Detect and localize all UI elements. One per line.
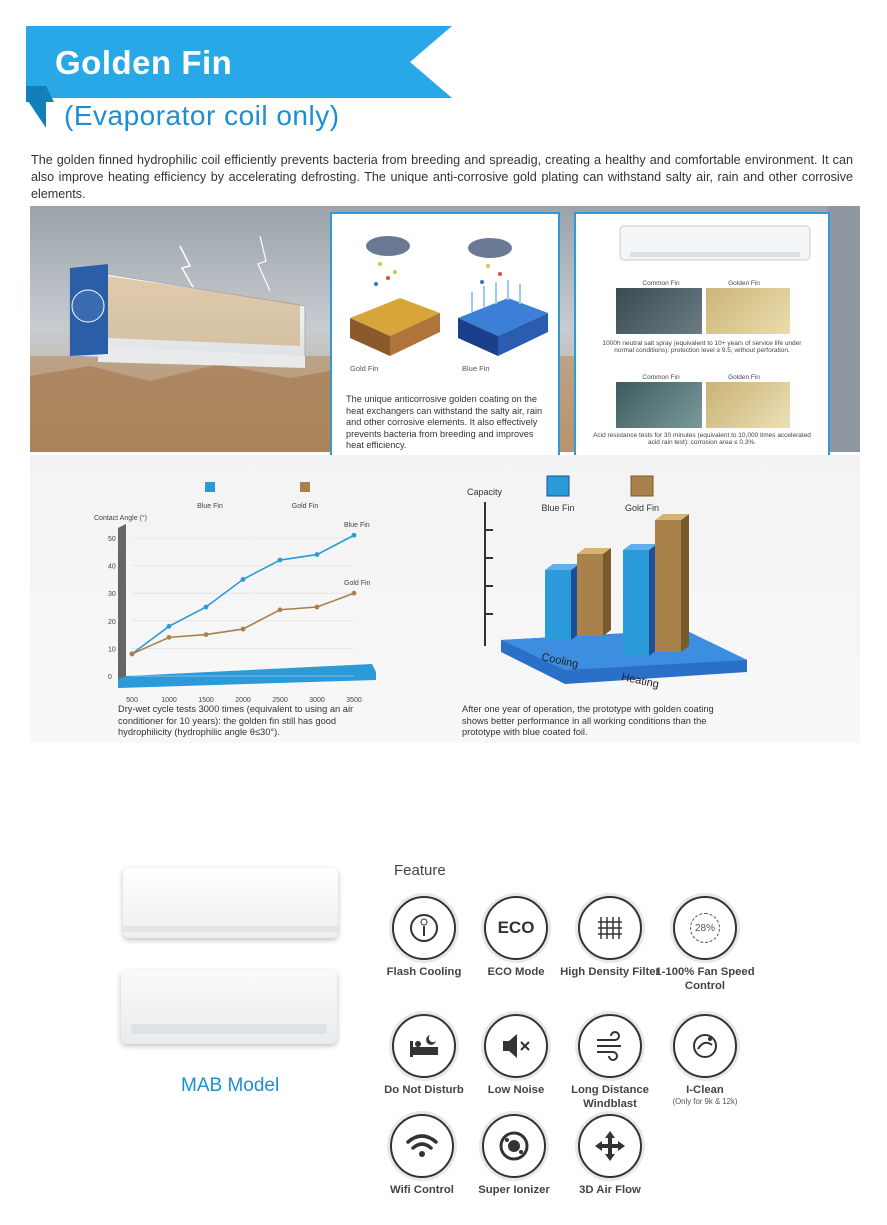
feature-windblast: Long Distance Windblast xyxy=(555,1014,665,1111)
salt-spray-caption: 1000h neutral salt spray (equivalent to 10+ years of service life under normal conditions): protection level ≥ 9.5, without perforation. xyxy=(602,340,802,354)
legend-swatch-0 xyxy=(205,482,215,492)
bar-heating-1 xyxy=(655,520,681,652)
feature-i-clean: I-Clean (Only for 9k & 12k) xyxy=(650,1014,760,1106)
line-chart-note: Dry-wet cycle tests 3000 times (equivalent to using an air conditioner for 10 years): the golden fin still has good hydrophilicity (hydrophilic angle θ≤30°). xyxy=(118,704,354,738)
common-fin-acid-sample xyxy=(616,382,702,428)
eco-icon: ECO xyxy=(497,918,535,937)
y-tick-label: 10 xyxy=(108,646,116,654)
feature-eco-mode: ECO ECO Mode xyxy=(461,896,571,979)
corrosion-test-box xyxy=(574,212,830,459)
feature-super-ionizer: Super Ionizer xyxy=(459,1114,569,1197)
x-tick-label: 3000 xyxy=(309,697,325,704)
contact-angle-chart xyxy=(80,470,410,704)
fan-speed-icon: 28% xyxy=(690,913,720,943)
model-label: MAB Model xyxy=(181,1075,280,1096)
golden-fin-acid-sample xyxy=(706,382,790,428)
feature-flash-cooling: Flash Cooling xyxy=(369,896,479,979)
filter-icon xyxy=(593,911,627,945)
bar-cooling-0 xyxy=(545,570,571,640)
feature-high-density-filter: High Density Filter xyxy=(555,896,665,979)
y-tick-label: 20 xyxy=(108,618,116,626)
mab-unit-angled xyxy=(121,970,337,1044)
common-fin-label-1: Common Fin xyxy=(642,280,680,287)
legend-swatch-1 xyxy=(631,476,653,496)
mab-unit-front xyxy=(123,868,338,938)
wifi-icon xyxy=(404,1131,440,1161)
page-title: Golden Fin xyxy=(55,44,233,81)
ac-unit-image xyxy=(620,222,820,270)
data-point xyxy=(241,627,246,632)
acid-test-caption: Acid resistance tests for 30 minutes (equivalent to 10,000 times accelerated acid rain test): corrosion area ≤ 0.3%. xyxy=(593,432,811,446)
legend-swatch-1 xyxy=(300,482,310,492)
capacity-bar-chart xyxy=(455,470,765,702)
bar-cooling-1 xyxy=(577,554,603,636)
y-tick-label: 0 xyxy=(108,674,112,681)
mute-icon xyxy=(499,1031,533,1061)
data-point xyxy=(241,577,246,582)
coating-info-box xyxy=(330,212,560,457)
data-point xyxy=(167,635,172,640)
gold-fin-label: Gold Fin xyxy=(350,364,379,373)
y-axis-label: Contact Angle (°) xyxy=(94,515,147,522)
golden-fin-label-1: Golden Fin xyxy=(728,280,760,287)
feature-fan-speed: 28% 1-100% Fan Speed Control xyxy=(650,896,760,993)
intro-paragraph: The golden finned hydrophilic coil efficiently prevents bacteria from breeding and spreadig, creating a healthy and comfortable environment. It can also improve heating efficiency by accelerating defrosting. The unique anti-corrosive gold plating can withstand salty air, rain and other corrosive elements. xyxy=(31,153,853,201)
data-point xyxy=(204,605,209,610)
legend-label-1: Gold Fin xyxy=(624,503,660,513)
legend-label-0: Blue Fin xyxy=(197,503,223,510)
legend-label-0: Blue Fin xyxy=(541,503,575,513)
series-line-1 xyxy=(132,593,354,654)
y-tick-label: 30 xyxy=(108,591,116,599)
category-label-heating: Heating xyxy=(620,671,660,691)
data-point xyxy=(315,605,320,610)
x-tick-label: 1500 xyxy=(198,697,214,704)
ionizer-icon xyxy=(496,1128,532,1164)
bar-side xyxy=(681,514,689,652)
chart-wall xyxy=(118,524,126,680)
y-axis-label: Capacity xyxy=(467,487,503,497)
bar-side xyxy=(603,548,611,636)
x-tick-label: 2000 xyxy=(235,697,251,704)
feature-heading: Feature xyxy=(394,862,446,879)
wind-icon xyxy=(593,1031,627,1061)
bed-icon xyxy=(406,1031,442,1061)
series-end-label-0: Blue Fin xyxy=(344,522,370,530)
flash-cooling-icon xyxy=(406,910,442,946)
data-point xyxy=(278,607,283,612)
bar-chart-note: After one year of operation, the prototype with golden coating shows better performance in all working conditions than the prototype with blue coated foil. xyxy=(462,704,714,738)
golden-fin-label-2: Golden Fin xyxy=(728,374,760,381)
common-fin-label-2: Common Fin xyxy=(642,374,680,381)
feature-wifi-control: Wifi Control xyxy=(367,1114,477,1197)
legend-label-1: Gold Fin xyxy=(291,503,319,510)
data-point xyxy=(204,632,209,637)
legend-swatch-0 xyxy=(547,476,569,496)
data-point xyxy=(167,624,172,629)
data-point xyxy=(352,533,357,538)
x-tick-label: 1000 xyxy=(161,697,177,704)
fin-illustration xyxy=(340,228,550,378)
series-line-0 xyxy=(132,535,354,654)
feature-low-noise: Low Noise xyxy=(461,1014,571,1097)
page-subtitle: (Evaporator coil only) xyxy=(64,100,340,131)
coating-description: The unique anticorrosive golden coating on the heat exchangers can withstand the salty air, rain and other corrosive elements. It also effectively prevents bacteria from breeding and improves heat efficiency. xyxy=(346,394,543,450)
y-tick-label: 40 xyxy=(108,563,116,571)
series-end-label-1: Gold Fin xyxy=(344,580,371,588)
blue-fin-label: Blue Fin xyxy=(462,364,490,373)
iclean-icon xyxy=(688,1029,722,1063)
x-tick-label: 3500 xyxy=(346,697,362,704)
i-clean-note: (Only for 9k & 12k) xyxy=(672,1097,738,1106)
common-fin-salt-sample xyxy=(616,288,702,334)
data-point xyxy=(352,591,357,596)
x-tick-label: 500 xyxy=(126,697,138,704)
data-point xyxy=(315,552,320,557)
airflow-icon xyxy=(592,1128,628,1164)
feature-3d-air-flow: 3D Air Flow xyxy=(555,1114,665,1197)
y-tick-label: 50 xyxy=(108,536,116,543)
x-tick-label: 2500 xyxy=(272,697,288,704)
banner-fold xyxy=(26,98,56,132)
bar-heating-0 xyxy=(623,550,649,656)
category-label-cooling: Cooling xyxy=(540,651,580,671)
data-point xyxy=(130,652,135,657)
data-point xyxy=(278,558,283,563)
golden-fin-salt-sample xyxy=(706,288,790,334)
feature-do-not-disturb: Do Not Disturb xyxy=(369,1014,479,1097)
